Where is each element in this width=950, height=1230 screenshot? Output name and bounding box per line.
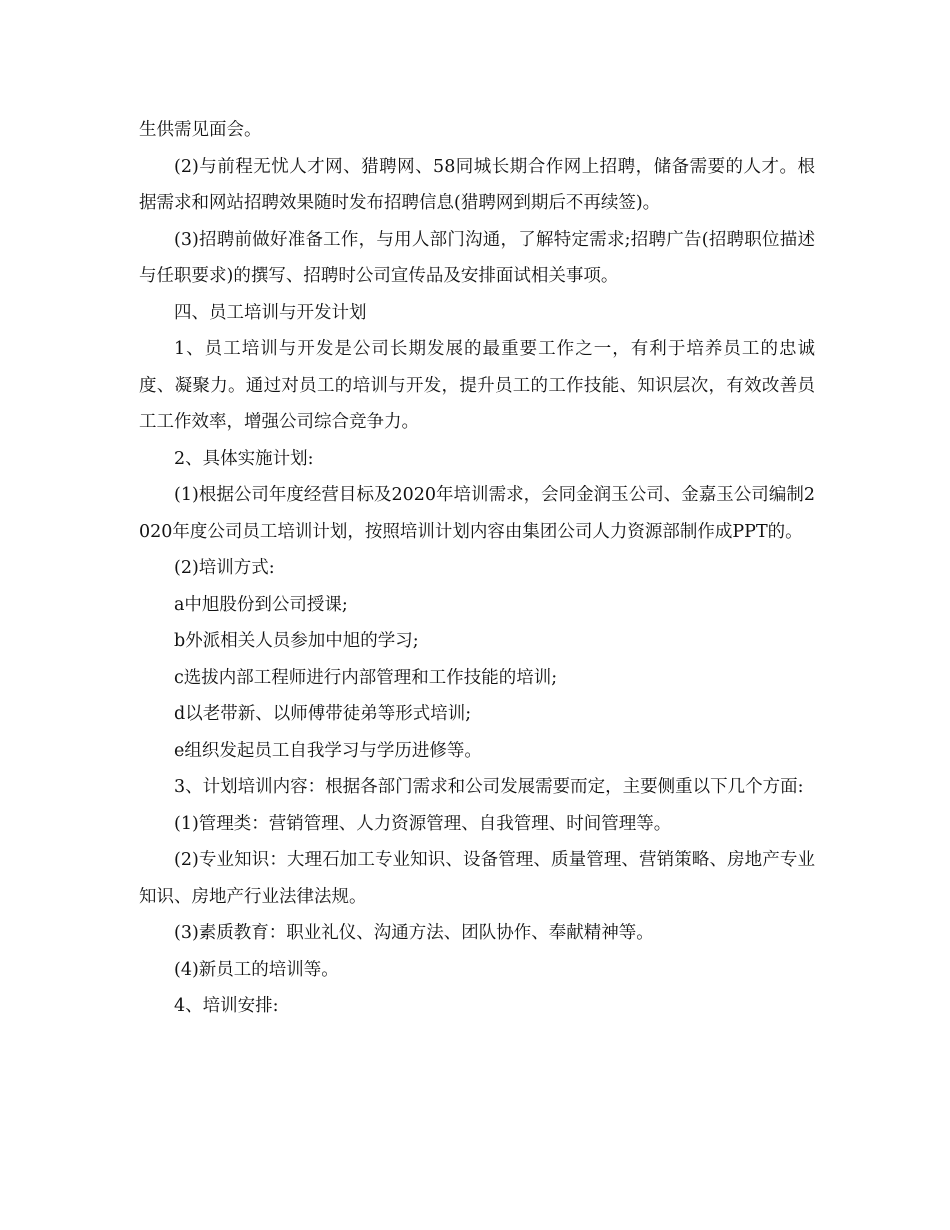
paragraph-recruit-preparation: (3)招聘前做好准备工作，与用人部门沟通，了解特定需求;招聘广告(招聘职位描述与任职要求)的撰写、招聘时公司宣传品及安排面试相关事项。 bbox=[139, 229, 815, 286]
paragraph-training-methods: (2)培训方式: bbox=[174, 558, 275, 578]
list-item-professional: (2)专业知识：大理石加工专业知识、设备管理、质量管理、营销策略、房地产专业知识、房地产行业法律法规。 bbox=[139, 850, 815, 907]
paragraph-training-importance: 1、员工培训与开发是公司长期发展的最重要工作之一，有利于培养员工的忠诚度、凝聚力。通过对员工的培训与开发，提升员工的工作技能、知识层次，有效改善员工工作效率，增强公司综合竞争力。 bbox=[139, 339, 815, 432]
paragraph-implementation-plan: 2、具体实施计划: bbox=[174, 448, 314, 469]
list-item-method-a: a中旭股份到公司授课; bbox=[174, 594, 348, 615]
paragraph-training-arrangement: 4、培训安排: bbox=[174, 996, 279, 1016]
list-item-management: (1)管理类：营销管理、人力资源管理、自我管理、时间管理等。 bbox=[174, 813, 672, 834]
paragraph-annual-plan: (1)根据公司年度经营目标及2020年培训需求，会同金润玉公司、金嘉玉公司编制2020年度公司员工培训计划，按照培训计划内容由集团公司人力资源部制作成PPT的。 bbox=[139, 485, 815, 542]
paragraph-recruit-online: (2)与前程无忧人才网、猎聘网、58同城长期合作网上招聘，储备需要的人才。根据需求和网站招聘效果随时发布招聘信息(猎聘网到期后不再续签)。 bbox=[139, 156, 815, 213]
list-item-method-b: b外派相关人员参加中旭的学习; bbox=[174, 631, 419, 651]
document-body bbox=[139, 112, 815, 1025]
section-heading-training: 四、员工培训与开发计划 bbox=[174, 302, 367, 323]
paragraph-training-content: 3、计划培训内容：根据各部门需求和公司发展需要而定，主要侧重以下几个方面: bbox=[174, 777, 804, 797]
paragraph-continuation: 生供需见面会。 bbox=[139, 120, 262, 140]
list-item-method-e: e组织发起员工自我学习与学历进修等。 bbox=[174, 740, 482, 761]
list-item-quality-education: (3)素质教育：职业礼仪、沟通方法、团队协作、奉献精神等。 bbox=[174, 923, 654, 943]
list-item-method-c: c选拔内部工程师进行内部管理和工作技能的培训; bbox=[174, 667, 558, 688]
list-item-method-d: d以老带新、以师傅带徒弟等形式培训; bbox=[174, 704, 472, 724]
list-item-new-employee: (4)新员工的培训等。 bbox=[174, 959, 339, 980]
